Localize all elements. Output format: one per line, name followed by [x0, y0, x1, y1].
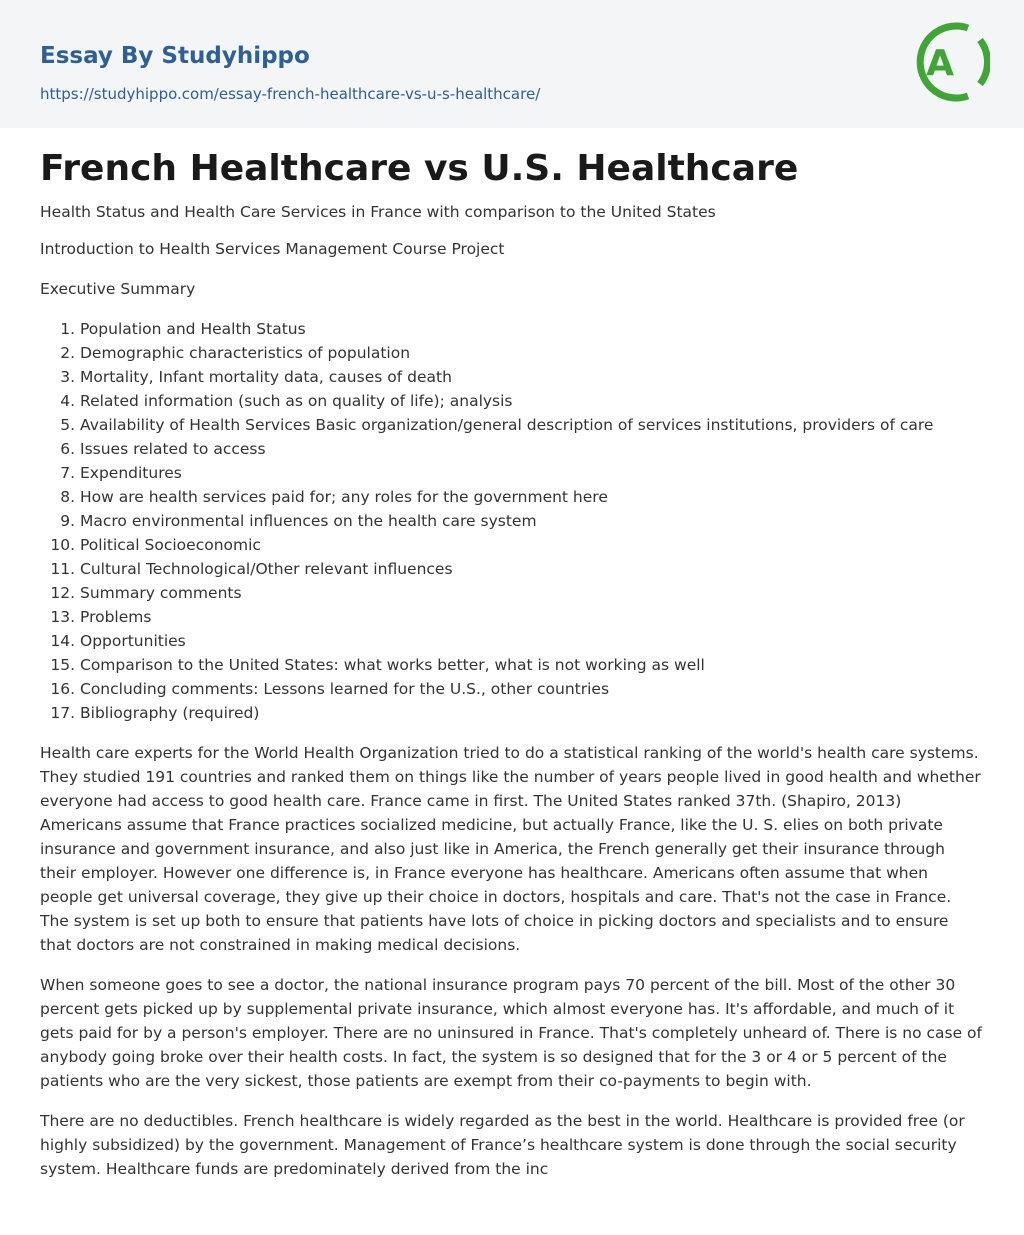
list-item: 4. Related information (such as on quality of life); analysis: [80, 389, 984, 413]
body-paragraph: When someone goes to see a doctor, the national insurance program pays 70 percent of the bill. Most of the other 30 percent gets picked up by supplemental private insurance, which almost everyone has. It's affordable, and much of it gets paid for by a person's employer. There are no uninsured in France. That's completely unheard of. There is no case of anybody going broke over their health costs. In fact, the system is so designed that for the 3 or 4 or 5 percent of the patients who are the very sickest, those patients are exempt from their co-payments to begin with.: [40, 976, 982, 1090]
list-item: 14. Opportunities: [80, 629, 984, 653]
site-header: [0, 0, 1024, 128]
list-item: 2. Demographic characteristics of population: [80, 341, 984, 365]
essay-subtitle: Health Status and Health Care Services in France with comparison to the United States: [40, 203, 716, 221]
studyhippo-logo-icon[interactable]: [910, 18, 990, 106]
list-item: 15. Comparison to the United States: what works better, what is not working as well: [80, 653, 984, 677]
list-item: 16. Concluding comments: Lessons learned for the U.S., other countries: [80, 677, 984, 701]
course-line: Introduction to Health Services Management Course Project: [40, 240, 505, 258]
list-item: 9. Macro environmental influences on the health care system: [80, 509, 984, 533]
list-item: 8. How are health services paid for; any roles for the government here: [80, 485, 984, 509]
list-item: 7. Expenditures: [80, 461, 984, 485]
essay-content: [0, 128, 1024, 1181]
list-item: 13. Problems: [80, 605, 984, 629]
essay-url-link[interactable]: https://studyhippo.com/essay-french-healthcare-vs-u-s-healthcare/: [40, 85, 541, 103]
summary-heading: Executive Summary: [40, 280, 196, 298]
list-item: 11. Cultural Technological/Other relevant influences: [80, 557, 984, 581]
list-item: 3. Mortality, Infant mortality data, causes of death: [80, 365, 984, 389]
brand-title[interactable]: Essay By Studyhippo: [40, 43, 310, 69]
table-of-contents: [40, 317, 984, 725]
body-paragraph: Health care experts for the World Health Organization tried to do a statistical ranking of the world's health care systems. They studied 191 countries and ranked them on things like the number of years people lived in good health and whether everyone had access to good health care. France came in first. The United States ranked 37th. (Shapiro, 2013) Americans assume that France practices socialized medicine, but actually France, like the U. S. elies on both private insurance and government insurance, and also just like in America, the French generally get their insurance through their employer. However one difference is, in France everyone has healthcare. Americans often assume that when people get universal coverage, they give up their choice in doctors, hospitals and care. That's not the case in France. The system is set up both to ensure that patients have lots of choice in picking doctors and specialists and to ensure that doctors are not constrained in making medical decisions.: [40, 744, 981, 954]
list-item: 5. Availability of Health Services Basic organization/general description of services institutions, providers of care: [80, 413, 984, 437]
list-item: 12. Summary comments: [80, 581, 984, 605]
page-title: French Healthcare vs U.S. Healthcare: [40, 148, 799, 189]
list-item: 17. Bibliography (required): [80, 701, 984, 725]
logo-letter: A: [926, 43, 954, 84]
body-paragraph: There are no deductibles. French healthcare is widely regarded as the best in the world. Healthcare is provided free (or highly subsidized) by the government. Management of France’s healthcare system is done through the social security system. Healthcare funds are predominately derived from the inc: [40, 1112, 965, 1178]
list-item: 6. Issues related to access: [80, 437, 984, 461]
list-item: 10. Political Socioeconomic: [80, 533, 984, 557]
list-item: 1. Population and Health Status: [80, 317, 984, 341]
